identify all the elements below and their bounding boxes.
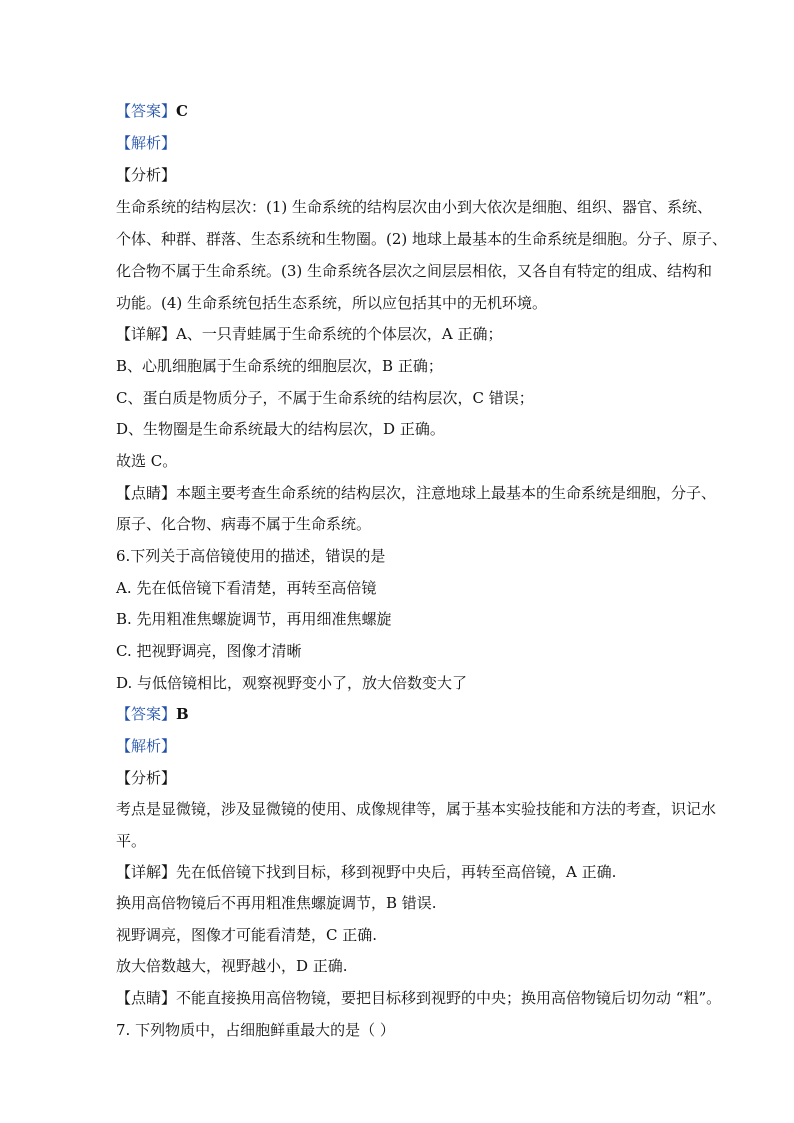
detail-text: A、一只青蛙属于生命系统的个体层次，A 正确； [176, 325, 503, 343]
comment-text: 不能直接换用高倍物镜，要把目标移到视野的中央；换用高倍物镜后切勿动 “粗”。 [176, 989, 722, 1007]
detail-text-line: D、生物圈是生命系统最大的结构层次，D 正确。 [116, 420, 445, 438]
fenxi-text-line: 生命系统的结构层次：(1) 生命系统的结构层次由小到大依次是细胞、组织、器官、系统、 [116, 198, 713, 216]
question-stem-q6: 6.下列关于高倍镜使用的描述，错误的是 [116, 547, 386, 565]
fenxi-text-line: 考点是显微镜，涉及显微镜的使用、成像规律等，属于基本实验技能和方法的考查，识记水 [116, 800, 717, 818]
fenxi-text-line: 功能。(4) 生命系统包括生态系统，所以应包括其中的无机环境。 [116, 294, 548, 312]
detail-text-line: B、心肌细胞属于生命系统的细胞层次，B 正确； [116, 357, 443, 375]
analysis-label: 【解析】 [116, 737, 177, 755]
detail-text-line: 放大倍数越大，视野越小，D 正确. [116, 957, 348, 975]
detail-text-line: C、蛋白质是物质分子，不属于生命系统的结构层次，C 错误； [116, 389, 534, 407]
detail-text-line: 故选 C。 [116, 452, 178, 470]
comment-line [116, 988, 721, 1008]
fenxi-label: 【分析】 [116, 769, 177, 787]
comment-label: 【点睛】 [116, 484, 177, 502]
comment-line [116, 483, 716, 503]
detail-line [116, 862, 616, 882]
answer-line-q6 [116, 704, 189, 724]
answer-label: 【答案】 [116, 705, 177, 723]
detail-line [116, 324, 502, 344]
option-a: A. 先在低倍镜下看清楚，再转至高倍镜 [116, 579, 377, 597]
comment-text: 本题主要考查生命系统的结构层次，注意地球上最基本的生命系统是细胞，分子、 [176, 484, 717, 502]
fenxi-text-line: 平。 [116, 832, 147, 850]
analysis-label: 【解析】 [116, 134, 177, 152]
option-d: D. 与低倍镜相比，观察视野变小了，放大倍数变大了 [116, 674, 468, 692]
fenxi-text-line: 化合物不属于生命系统。(3) 生命系统各层次之间层层相依，又各自有特定的组成、结构和 [116, 262, 713, 280]
comment-label: 【点睛】 [116, 989, 177, 1007]
comment-text-line: 原子、化合物、病毒不属于生命系统。 [116, 515, 372, 533]
answer-label: 【答案】 [116, 102, 177, 120]
detail-text: 先在低倍镜下找到目标，移到视野中央后，再转至高倍镜，A 正确. [176, 863, 617, 881]
answer-value: B [176, 705, 189, 723]
question-stem-q7: 7. 下列物质中，占细胞鲜重最大的是（ ） [116, 1021, 395, 1039]
answer-value: C [176, 102, 188, 120]
option-b: B. 先用粗准焦螺旋调节，再用细准焦螺旋 [116, 610, 392, 628]
option-c: C. 把视野调亮，图像才清晰 [116, 642, 302, 660]
answer-line-q5 [116, 101, 188, 121]
detail-label: 【详解】 [116, 863, 177, 881]
detail-text-line: 视野调亮，图像才可能看清楚，C 正确. [116, 926, 378, 944]
detail-text-line: 换用高倍物镜后不再用粗准焦螺旋调节，B 错误. [116, 894, 437, 912]
fenxi-text-line: 个体、种群、群落、生态系统和生物圈。(2) 地球上最基本的生命系统是细胞。分子、原子、 [116, 230, 728, 248]
fenxi-label: 【分析】 [116, 166, 177, 184]
detail-label: 【详解】 [116, 325, 177, 343]
